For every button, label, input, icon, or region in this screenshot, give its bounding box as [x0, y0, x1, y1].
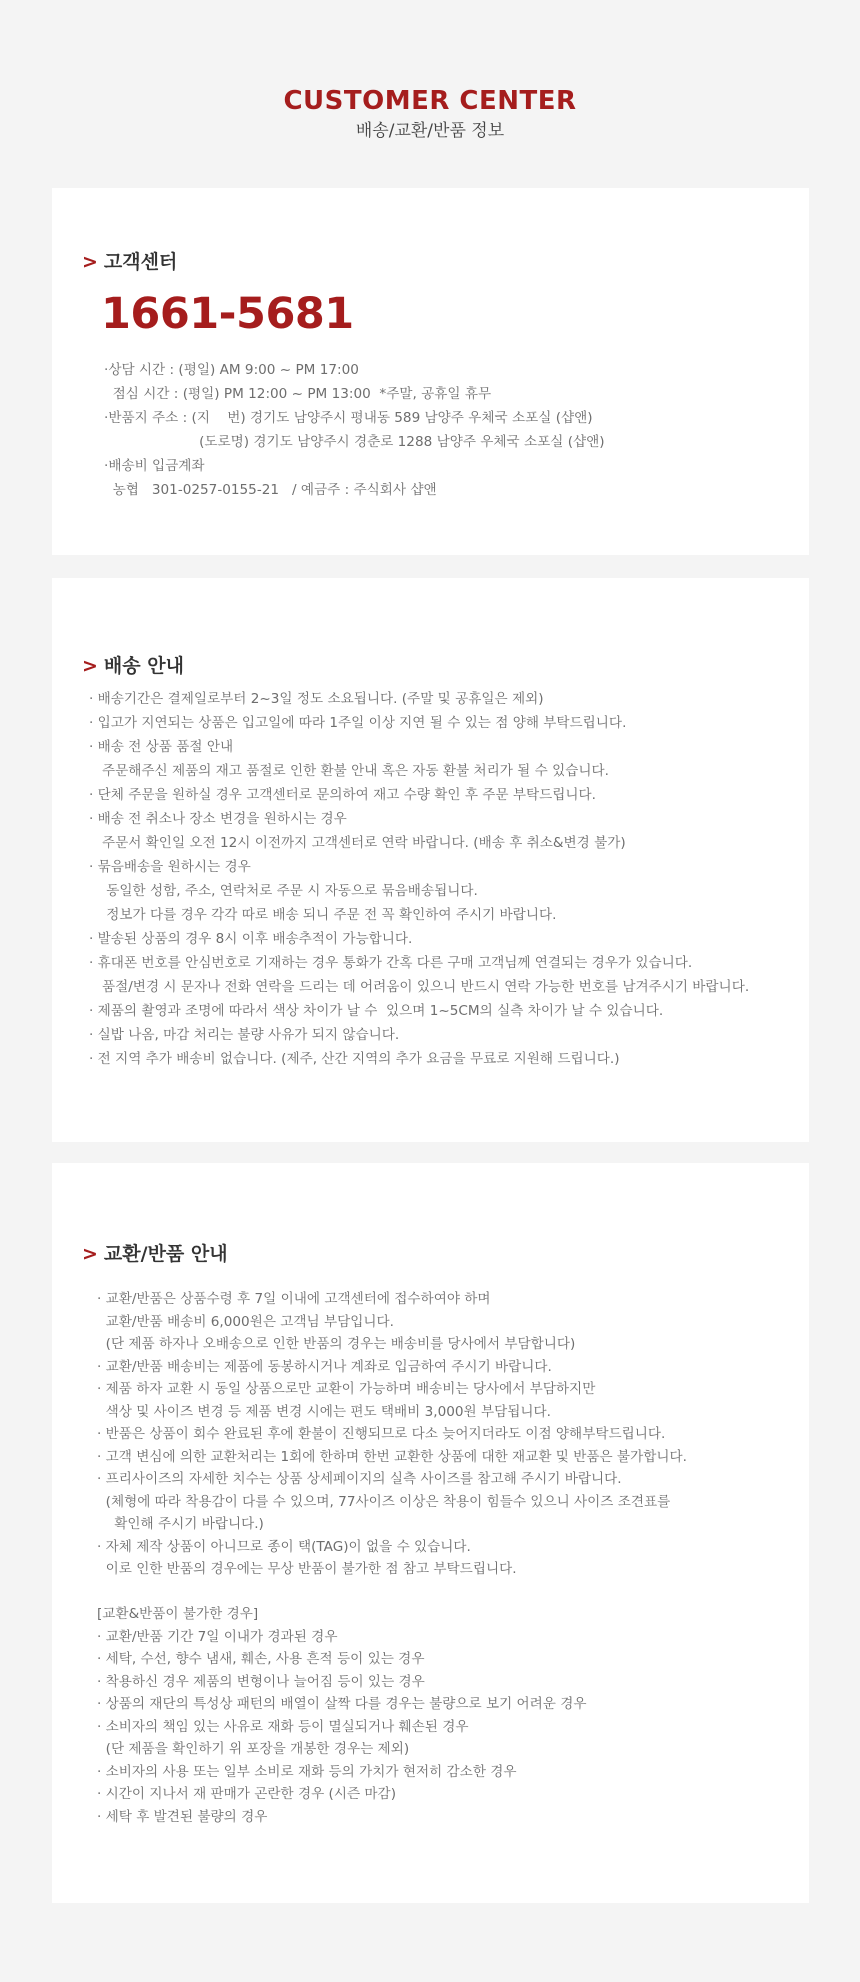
section-title-text: 교환/반품 안내	[103, 1243, 228, 1265]
subheading-line: [교환&반품이 불가한 경우]	[97, 1606, 259, 1622]
section-title-exchange	[82, 1242, 228, 1266]
section-title-shipping	[82, 654, 184, 678]
customer-center-panel	[52, 188, 809, 555]
info-line: · 교환/반품 기간 7일 이내가 경과된 경우	[97, 1628, 338, 1645]
info-line: (단 제품을 확인하기 위 포장을 개봉한 경우는 제외)	[97, 1741, 410, 1757]
chevron-right-icon: >	[82, 655, 98, 677]
info-line: · 묶음배송을 원하시는 경우	[89, 859, 251, 875]
shipping-info	[89, 687, 749, 1071]
info-line: · 소비자의 책임 있는 사유로 재화 등이 멸실되거나 훼손된 경우	[97, 1718, 469, 1735]
info-line: · 프리사이즈의 자세한 치수는 상품 상세페이지의 실측 사이즈를 참고해 주시기 바랍니다.	[97, 1471, 622, 1487]
info-line: · 단체 주문을 원하실 경우 고객센터로 문의하여 재고 수량 확인 후 주문 부탁드립니다.	[89, 787, 596, 803]
info-line: (단 제품 하자나 오배송으로 인한 반품의 경우는 배송비를 당사에서 부담합니다)	[97, 1336, 576, 1352]
info-line: · 세탁 후 발견된 불량의 경우	[97, 1808, 268, 1825]
info-line: ·반품지 주소 : (지 번) 경기도 남양주시 평내동 589 남양주 우체국 소포실 (샵앤)	[104, 410, 593, 426]
chevron-right-icon: >	[82, 1243, 98, 1265]
info-line: · 착용하신 경우 제품의 변형이나 늘어짐 등이 있는 경우	[97, 1673, 425, 1690]
page-header	[0, 86, 860, 142]
info-line: · 교환/반품은 상품수령 후 7일 이내에 고객센터에 접수하여야 하며	[97, 1291, 491, 1307]
info-line: · 소비자의 사용 또는 일부 소비로 재화 등의 가치가 현저히 감소한 경우	[97, 1763, 517, 1780]
info-line: · 휴대폰 번호를 안심번호로 기재하는 경우 통화가 간혹 다른 구매 고객님께 연결되는 경우가 있습니다.	[89, 955, 693, 971]
info-line: · 실밥 나옴, 마감 처리는 불량 사유가 되지 않습니다.	[89, 1027, 400, 1043]
info-line: · 제품 하자 교환 시 동일 상품으로만 교환이 가능하며 배송비는 당사에서 부담하지만	[97, 1381, 596, 1397]
info-line: · 세탁, 수선, 향수 냄새, 훼손, 사용 흔적 등이 있는 경우	[97, 1651, 425, 1667]
info-line: · 배송기간은 결제일로부터 2~3일 정도 소요됩니다. (주말 및 공휴일은 제외)	[89, 691, 544, 707]
page-title: CUSTOMER CENTER	[283, 86, 577, 116]
info-line: · 고객 변심에 의한 교환처리는 1회에 한하며 한번 교환한 상품에 대한 재교환 및 반품은 불가합니다.	[97, 1448, 687, 1465]
info-line: · 자체 제작 상품이 아니므로 종이 택(TAG)이 없을 수 있습니다.	[97, 1538, 471, 1555]
blank-line	[97, 1581, 687, 1604]
info-line: 교환/반품 배송비 6,000원은 고객님 부담입니다.	[97, 1313, 394, 1330]
info-line: 색상 및 사이즈 변경 등 제품 변경 시에는 편도 택배비 3,000원 부담됩니다.	[97, 1403, 551, 1420]
info-line: · 반품은 상품이 회수 완료된 후에 환불이 진행되므로 다소 늦어지더라도 이점 양해부탁드립니다.	[97, 1426, 666, 1442]
info-line: 동일한 성함, 주소, 연락처로 주문 시 자동으로 묶음배송됩니다.	[89, 883, 478, 899]
info-line: ·배송비 입금계좌	[104, 458, 205, 474]
info-line: 점심 시간 : (평일) PM 12:00 ~ PM 13:00 *주말, 공휴일 휴무	[104, 386, 492, 402]
section-title-text: 고객센터	[103, 251, 178, 273]
info-line: · 상품의 재단의 특성상 패턴의 배열이 살짝 다를 경우는 불량으로 보기 어려운 경우	[97, 1696, 587, 1712]
info-line: 주문서 확인일 오전 12시 이전까지 고객센터로 연락 바랍니다. (배송 후 취소&변경 불가)	[89, 835, 626, 851]
chevron-right-icon: >	[82, 251, 98, 273]
info-line: 확인해 주시기 바랍니다.)	[97, 1516, 264, 1532]
info-line: 주문해주신 제품의 재고 품절로 인한 환불 안내 혹은 자동 환불 처리가 될 수 있습니다.	[89, 763, 609, 779]
info-line: · 교환/반품 배송비는 제품에 동봉하시거나 계좌로 입금하여 주시기 바랍니다.	[97, 1358, 552, 1375]
info-line: · 전 지역 추가 배송비 없습니다. (제주, 산간 지역의 추가 요금을 무료로 지원해 드립니다.)	[89, 1051, 620, 1067]
info-line: · 발송된 상품의 경우 8시 이후 배송추적이 가능합니다.	[89, 931, 413, 947]
info-line: · 시간이 지나서 재 판매가 곤란한 경우 (시즌 마감)	[97, 1786, 396, 1802]
info-line: 농협 301-0257-0155-21 / 예금주 : 주식회사 샵앤	[104, 482, 437, 498]
info-line: (도로명) 경기도 남양주시 경춘로 1288 남양주 우체국 소포실 (샵앤)	[104, 434, 605, 450]
info-line: · 배송 전 상품 품절 안내	[89, 739, 234, 755]
phone-number[interactable]: 1661-5681	[101, 289, 354, 339]
info-line: · 배송 전 취소나 장소 변경을 원하시는 경우	[89, 811, 347, 827]
section-title-text: 배송 안내	[103, 655, 184, 677]
info-line: · 입고가 지연되는 상품은 입고일에 따라 1주일 이상 지연 될 수 있는 점 양해 부탁드립니다.	[89, 715, 627, 731]
exchange-info	[97, 1288, 687, 1828]
info-line: · 제품의 촬영과 조명에 따라서 색상 차이가 날 수 있으며 1~5CM의 실측 차이가 날 수 있습니다.	[89, 1003, 664, 1019]
page-subtitle: 배송/교환/반품 정보	[355, 121, 505, 141]
info-line: 정보가 다를 경우 각각 따로 배송 되니 주문 전 꼭 확인하여 주시기 바랍니다.	[89, 907, 557, 923]
info-line: 이로 인한 반품의 경우에는 무상 반품이 불가한 점 참고 부탁드립니다.	[97, 1561, 517, 1577]
info-line: ·상담 시간 : (평일) AM 9:00 ~ PM 17:00	[104, 362, 359, 378]
shipping-panel	[52, 578, 809, 1142]
section-title-customer-center	[82, 250, 177, 274]
customer-center-info	[104, 358, 605, 502]
info-line: 품절/변경 시 문자나 전화 연락을 드리는 데 어려움이 있으니 반드시 연락 가능한 번호를 남겨주시기 바랍니다.	[89, 979, 750, 995]
exchange-return-panel	[52, 1163, 809, 1903]
info-line: (체형에 따라 착용감이 다를 수 있으며, 77사이즈 이상은 착용이 힘들수 있으니 사이즈 조견표를	[97, 1493, 671, 1510]
